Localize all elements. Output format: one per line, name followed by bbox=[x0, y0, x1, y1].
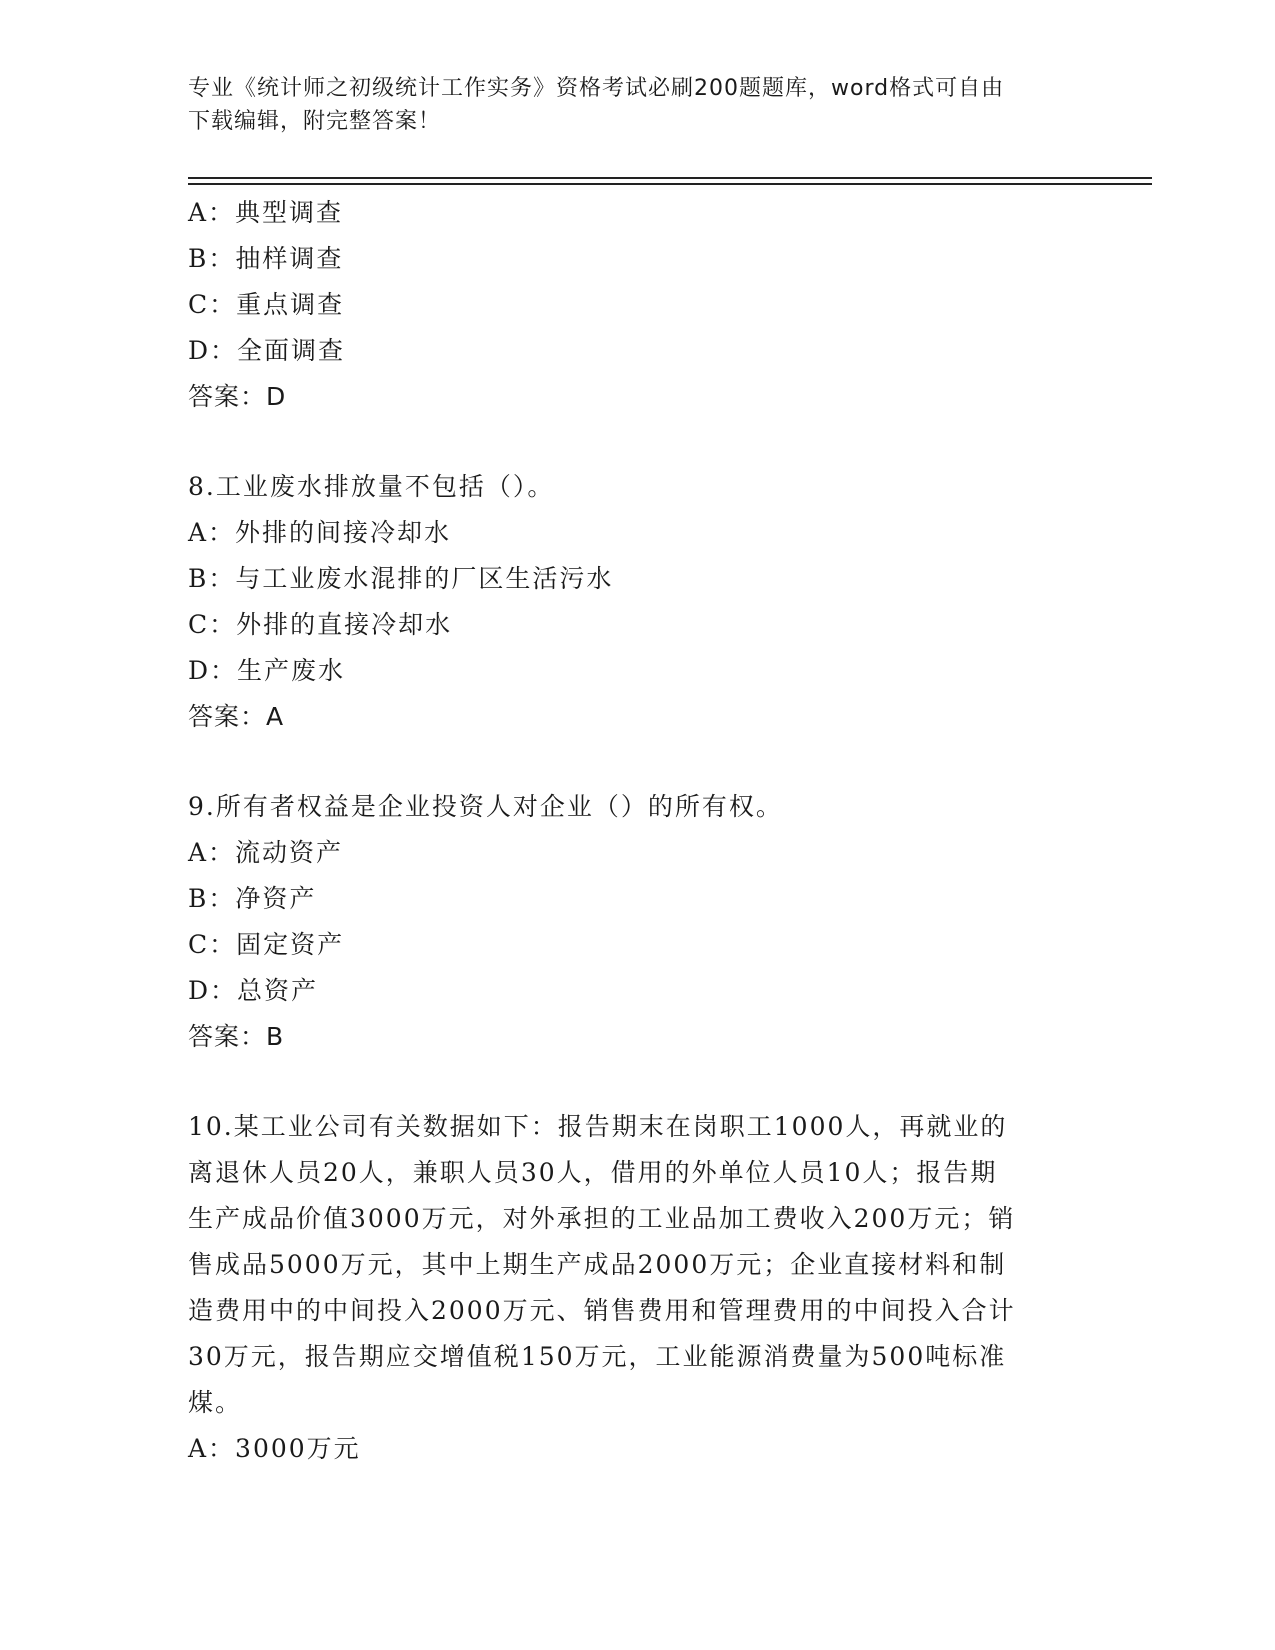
option-b: B：抽样调查 bbox=[188, 244, 344, 273]
answer: 答案：B bbox=[188, 1022, 285, 1051]
question-stem: 8.工业废水排放量不包括（）。 bbox=[188, 472, 555, 501]
option-a: A：外排的间接冷却水 bbox=[188, 518, 452, 547]
option-a: A：流动资产 bbox=[188, 838, 344, 867]
answer: 答案：D bbox=[188, 382, 287, 411]
option-d: D：总资产 bbox=[188, 976, 319, 1005]
option-b: B：与工业废水混排的厂区生活污水 bbox=[188, 564, 614, 593]
question-9 bbox=[188, 784, 1088, 1060]
option-c: C：重点调查 bbox=[188, 290, 345, 319]
question-stem-line: 30万元，报告期应交增值税150万元，工业能源消费量为500吨标准 bbox=[188, 1342, 1007, 1371]
document-header bbox=[188, 72, 1068, 138]
question-10 bbox=[188, 1104, 1088, 1472]
question-stem-line: 10.某工业公司有关数据如下：报告期末在岗职工1000人，再就业的 bbox=[188, 1112, 1008, 1141]
question-stem-line: 生产成品价值3000万元，对外承担的工业品加工费收入200万元；销 bbox=[188, 1204, 1016, 1233]
header-line-1: 专业《统计师之初级统计工作实务》资格考试必刷200题题库，word格式可自由 bbox=[188, 76, 1005, 101]
question-stem-line: 造费用中的中间投入2000万元、销售费用和管理费用的中间投入合计 bbox=[188, 1296, 1016, 1325]
option-a: A：3000万元 bbox=[188, 1434, 361, 1463]
question-content bbox=[188, 190, 1088, 1472]
option-a: A：典型调查 bbox=[188, 198, 344, 227]
question-stem: 9.所有者权益是企业投资人对企业（）的所有权。 bbox=[188, 792, 783, 821]
header-divider-top bbox=[188, 177, 1152, 179]
question-stem-line: 离退休人员20人，兼职人员30人，借用的外单位人员10人；报告期 bbox=[188, 1158, 998, 1187]
answer: 答案：A bbox=[188, 702, 285, 731]
option-d: D：生产废水 bbox=[188, 656, 346, 685]
question-stem-line: 售成品5000万元，其中上期生产成品2000万元；企业直接材料和制 bbox=[188, 1250, 1007, 1279]
option-b: B：净资产 bbox=[188, 884, 317, 913]
question-stem-line: 煤。 bbox=[188, 1388, 243, 1417]
question-8 bbox=[188, 464, 1088, 740]
header-divider-bottom bbox=[188, 183, 1152, 185]
option-c: C：固定资产 bbox=[188, 930, 345, 959]
option-c: C：外排的直接冷却水 bbox=[188, 610, 453, 639]
option-d: D：全面调查 bbox=[188, 336, 346, 365]
header-line-2: 下载编辑，附完整答案！ bbox=[188, 109, 442, 134]
question-7 bbox=[188, 190, 1088, 420]
